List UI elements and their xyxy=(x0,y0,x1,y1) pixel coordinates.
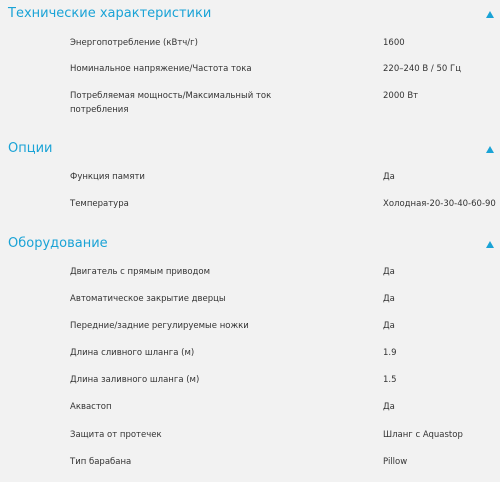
collapse-up-arrow-icon[interactable] xyxy=(486,11,494,18)
section-title: Оборудование xyxy=(8,236,108,251)
spec-label: Номинальное напряжение/Частота тока xyxy=(70,64,252,74)
spec-label: Тип барабана xyxy=(70,457,132,467)
spec-label: Автоматическое закрытие дверцы xyxy=(70,294,226,304)
collapse-up-arrow-icon[interactable] xyxy=(486,241,494,248)
collapse-up-arrow-icon[interactable] xyxy=(486,146,494,153)
spec-label: Аквастоп xyxy=(70,402,112,412)
section-title: Технические характеристики xyxy=(8,6,212,21)
section-header-options[interactable] xyxy=(0,140,500,166)
spec-label: Длина сливного шланга (м) xyxy=(70,348,195,358)
section-header-tech-specs[interactable] xyxy=(0,5,500,31)
spec-value: 1.5 xyxy=(383,375,397,385)
spec-value: Pillow xyxy=(383,457,408,467)
spec-label: Длина заливного шланга (м) xyxy=(70,375,200,385)
spec-label: Потребляемая мощность/Максимальный ток потребления xyxy=(70,91,272,115)
spec-value: Да xyxy=(383,321,395,331)
spec-label: Защита от протечек xyxy=(70,430,162,440)
section-header-equipment[interactable] xyxy=(0,235,500,261)
spec-value: Холодная-20-30-40-60-90 xyxy=(383,199,496,209)
spec-value: 220–240 В / 50 Гц xyxy=(383,64,461,74)
spec-value: Шланг с Aquastop xyxy=(383,430,463,440)
spec-value: Да xyxy=(383,402,395,412)
spec-value: Да xyxy=(383,294,395,304)
spec-value: Да xyxy=(383,172,395,182)
spec-label: Энергопотребление (кВтч/г) xyxy=(70,38,198,48)
spec-value: 2000 Вт xyxy=(383,91,419,101)
spec-label: Температура xyxy=(70,199,129,209)
spec-label: Двигатель с прямым приводом xyxy=(70,267,211,277)
spec-value: 1.9 xyxy=(383,348,397,358)
spec-value: 1600 xyxy=(383,38,405,48)
section-title: Опции xyxy=(8,141,53,156)
spec-label: Передние/задние регулируемые ножки xyxy=(70,321,249,331)
spec-label: Функция памяти xyxy=(70,172,145,182)
spec-value: Да xyxy=(383,267,395,277)
